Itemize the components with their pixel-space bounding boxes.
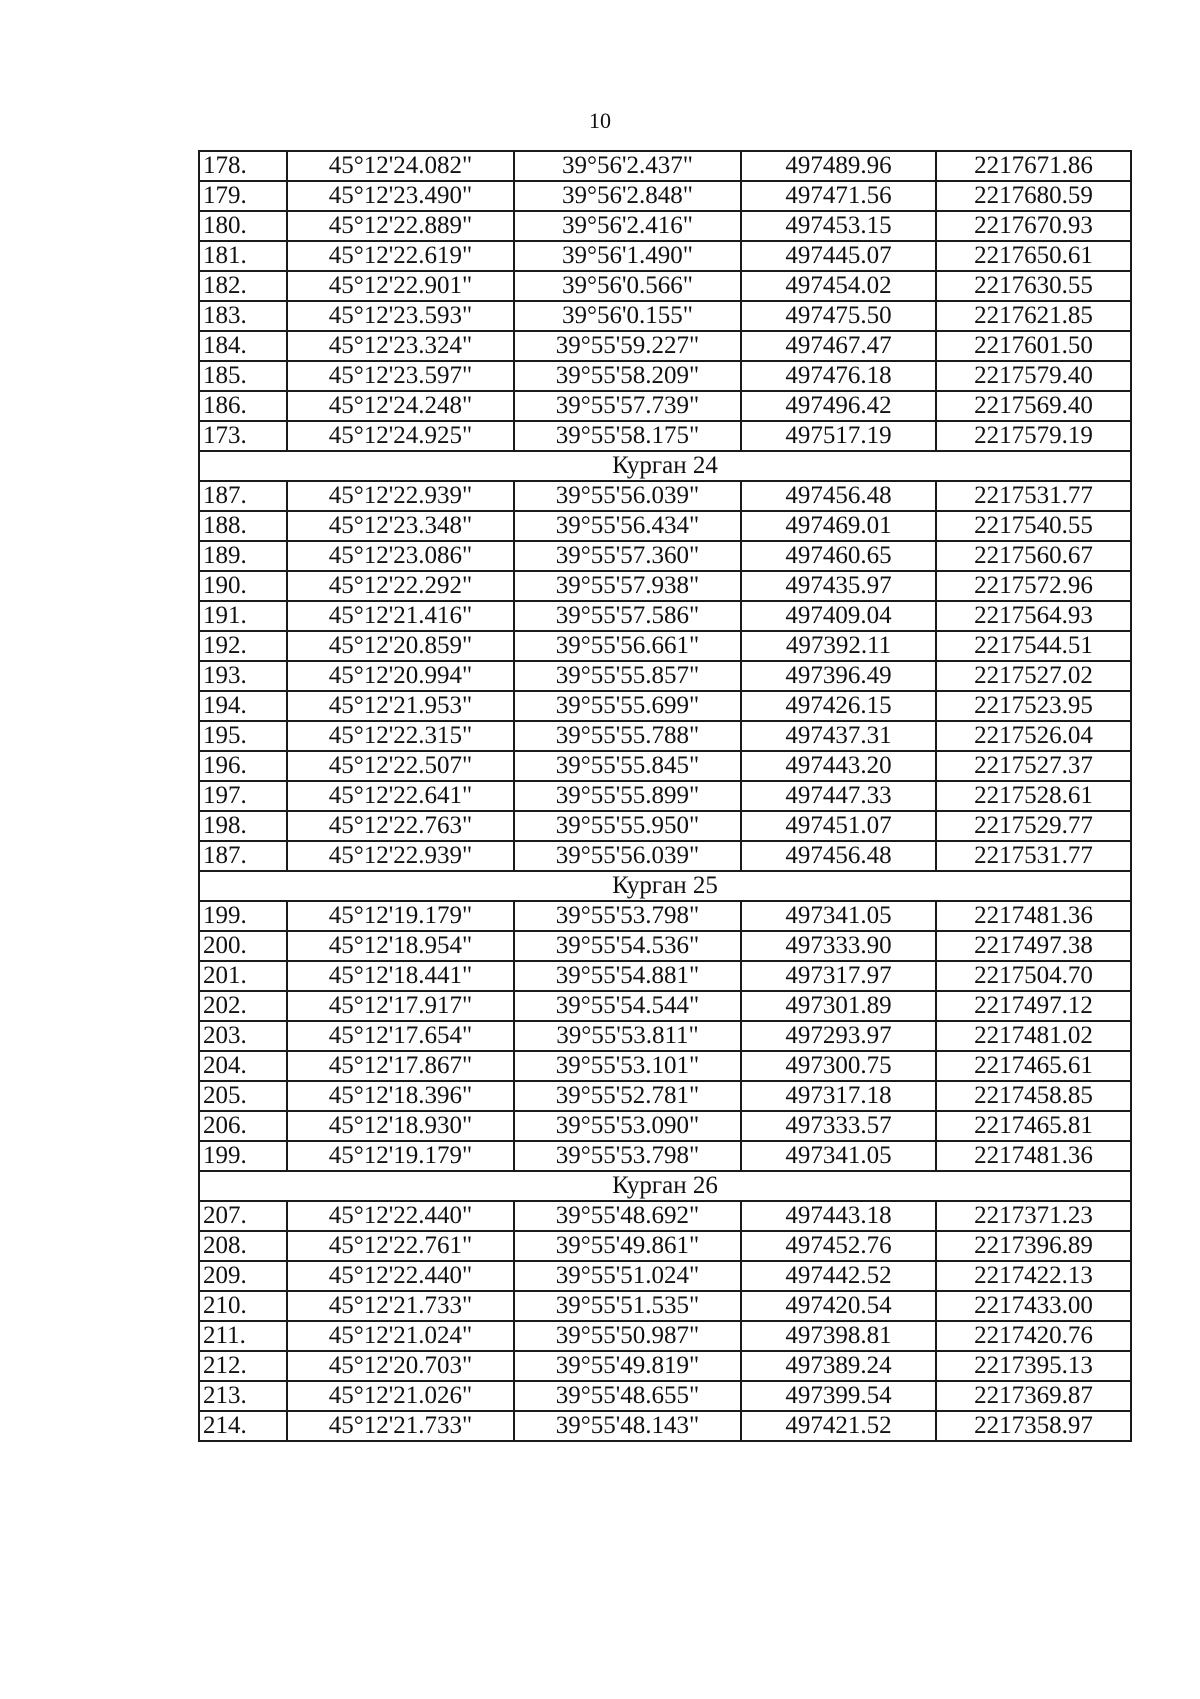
table-row <box>199 391 1131 421</box>
point-number-cell: 210. <box>199 1291 287 1321</box>
x-coordinate-cell: 497442.52 <box>741 1261 936 1291</box>
table-row <box>199 331 1131 361</box>
table-row <box>199 961 1131 991</box>
table-row <box>199 1021 1131 1051</box>
x-coordinate-cell: 497437.31 <box>741 721 936 751</box>
point-number-cell: 206. <box>199 1111 287 1141</box>
x-coordinate-cell: 497435.97 <box>741 571 936 601</box>
latitude-cell: 45°12'23.324" <box>287 331 514 361</box>
latitude-cell: 45°12'22.641" <box>287 781 514 811</box>
point-number-cell: 187. <box>199 841 287 871</box>
point-number-cell: 187. <box>199 481 287 511</box>
x-coordinate-cell: 497389.24 <box>741 1351 936 1381</box>
table-row <box>199 631 1131 661</box>
longitude-cell: 39°55'53.101" <box>514 1051 741 1081</box>
x-coordinate-cell: 497476.18 <box>741 361 936 391</box>
y-coordinate-cell: 2217569.40 <box>936 391 1131 421</box>
table-row <box>199 1411 1131 1441</box>
y-coordinate-cell: 2217680.59 <box>936 181 1131 211</box>
y-coordinate-cell: 2217630.55 <box>936 271 1131 301</box>
y-coordinate-cell: 2217369.87 <box>936 1381 1131 1411</box>
longitude-cell: 39°55'55.899" <box>514 781 741 811</box>
y-coordinate-cell: 2217358.97 <box>936 1411 1131 1441</box>
latitude-cell: 45°12'22.939" <box>287 481 514 511</box>
longitude-cell: 39°56'0.155" <box>514 301 741 331</box>
y-coordinate-cell: 2217529.77 <box>936 811 1131 841</box>
table-row <box>199 481 1131 511</box>
latitude-cell: 45°12'21.953" <box>287 691 514 721</box>
latitude-cell: 45°12'23.086" <box>287 541 514 571</box>
table-row <box>199 1231 1131 1261</box>
x-coordinate-cell: 497489.96 <box>741 151 936 181</box>
table-row <box>199 841 1131 871</box>
table-row <box>199 721 1131 751</box>
table-row <box>199 571 1131 601</box>
table-row <box>199 691 1131 721</box>
longitude-cell: 39°55'48.143" <box>514 1411 741 1441</box>
x-coordinate-cell: 497467.47 <box>741 331 936 361</box>
x-coordinate-cell: 497300.75 <box>741 1051 936 1081</box>
table-row <box>199 511 1131 541</box>
x-coordinate-cell: 497471.56 <box>741 181 936 211</box>
point-number-cell: 207. <box>199 1201 287 1231</box>
x-coordinate-cell: 497396.49 <box>741 661 936 691</box>
longitude-cell: 39°55'53.798" <box>514 901 741 931</box>
longitude-cell: 39°55'51.535" <box>514 1291 741 1321</box>
x-coordinate-cell: 497426.15 <box>741 691 936 721</box>
table-row <box>199 601 1131 631</box>
point-number-cell: 208. <box>199 1231 287 1261</box>
latitude-cell: 45°12'21.024" <box>287 1321 514 1351</box>
y-coordinate-cell: 2217560.67 <box>936 541 1131 571</box>
latitude-cell: 45°12'24.082" <box>287 151 514 181</box>
y-coordinate-cell: 2217371.23 <box>936 1201 1131 1231</box>
longitude-cell: 39°55'55.857" <box>514 661 741 691</box>
y-coordinate-cell: 2217621.85 <box>936 301 1131 331</box>
y-coordinate-cell: 2217395.13 <box>936 1351 1131 1381</box>
y-coordinate-cell: 2217650.61 <box>936 241 1131 271</box>
section-header-row <box>199 871 1131 901</box>
x-coordinate-cell: 497420.54 <box>741 1291 936 1321</box>
table-row <box>199 811 1131 841</box>
latitude-cell: 45°12'17.654" <box>287 1021 514 1051</box>
table-row <box>199 1081 1131 1111</box>
point-number-cell: 173. <box>199 421 287 451</box>
point-number-cell: 204. <box>199 1051 287 1081</box>
latitude-cell: 45°12'22.315" <box>287 721 514 751</box>
x-coordinate-cell: 497293.97 <box>741 1021 936 1051</box>
point-number-cell: 198. <box>199 811 287 841</box>
longitude-cell: 39°55'49.861" <box>514 1231 741 1261</box>
latitude-cell: 45°12'22.763" <box>287 811 514 841</box>
coordinates-table-body <box>199 151 1131 1441</box>
x-coordinate-cell: 497443.18 <box>741 1201 936 1231</box>
point-number-cell: 185. <box>199 361 287 391</box>
point-number-cell: 178. <box>199 151 287 181</box>
longitude-cell: 39°55'56.661" <box>514 631 741 661</box>
x-coordinate-cell: 497317.18 <box>741 1081 936 1111</box>
x-coordinate-cell: 497399.54 <box>741 1381 936 1411</box>
latitude-cell: 45°12'23.348" <box>287 511 514 541</box>
latitude-cell: 45°12'17.867" <box>287 1051 514 1081</box>
x-coordinate-cell: 497456.48 <box>741 841 936 871</box>
longitude-cell: 39°55'54.881" <box>514 961 741 991</box>
y-coordinate-cell: 2217497.12 <box>936 991 1131 1021</box>
y-coordinate-cell: 2217527.02 <box>936 661 1131 691</box>
x-coordinate-cell: 497469.01 <box>741 511 936 541</box>
y-coordinate-cell: 2217601.50 <box>936 331 1131 361</box>
table-row <box>199 211 1131 241</box>
table-row <box>199 301 1131 331</box>
y-coordinate-cell: 2217579.19 <box>936 421 1131 451</box>
longitude-cell: 39°55'55.845" <box>514 751 741 781</box>
y-coordinate-cell: 2217481.36 <box>936 901 1131 931</box>
y-coordinate-cell: 2217481.36 <box>936 1141 1131 1171</box>
longitude-cell: 39°55'56.039" <box>514 841 741 871</box>
longitude-cell: 39°55'56.039" <box>514 481 741 511</box>
point-number-cell: 180. <box>199 211 287 241</box>
page-number: 10 <box>589 108 611 133</box>
point-number-cell: 203. <box>199 1021 287 1051</box>
y-coordinate-cell: 2217504.70 <box>936 961 1131 991</box>
table-row <box>199 1051 1131 1081</box>
table-row <box>199 901 1131 931</box>
table-row <box>199 1351 1131 1381</box>
table-row <box>199 1141 1131 1171</box>
point-number-cell: 184. <box>199 331 287 361</box>
y-coordinate-cell: 2217572.96 <box>936 571 1131 601</box>
y-coordinate-cell: 2217540.55 <box>936 511 1131 541</box>
x-coordinate-cell: 497517.19 <box>741 421 936 451</box>
section-header-row <box>199 1171 1131 1201</box>
x-coordinate-cell: 497421.52 <box>741 1411 936 1441</box>
x-coordinate-cell: 497453.15 <box>741 211 936 241</box>
table-row <box>199 241 1131 271</box>
y-coordinate-cell: 2217523.95 <box>936 691 1131 721</box>
longitude-cell: 39°55'57.739" <box>514 391 741 421</box>
latitude-cell: 45°12'20.994" <box>287 661 514 691</box>
table-row <box>199 1321 1131 1351</box>
longitude-cell: 39°55'54.536" <box>514 931 741 961</box>
x-coordinate-cell: 497333.57 <box>741 1111 936 1141</box>
coordinates-table <box>198 150 1132 1442</box>
point-number-cell: 183. <box>199 301 287 331</box>
table-row <box>199 181 1131 211</box>
y-coordinate-cell: 2217531.77 <box>936 841 1131 871</box>
latitude-cell: 45°12'22.939" <box>287 841 514 871</box>
longitude-cell: 39°56'0.566" <box>514 271 741 301</box>
longitude-cell: 39°55'53.798" <box>514 1141 741 1171</box>
point-number-cell: 193. <box>199 661 287 691</box>
x-coordinate-cell: 497392.11 <box>741 631 936 661</box>
latitude-cell: 45°12'21.026" <box>287 1381 514 1411</box>
y-coordinate-cell: 2217526.04 <box>936 721 1131 751</box>
longitude-cell: 39°55'57.586" <box>514 601 741 631</box>
x-coordinate-cell: 497443.20 <box>741 751 936 781</box>
latitude-cell: 45°12'18.396" <box>287 1081 514 1111</box>
point-number-cell: 209. <box>199 1261 287 1291</box>
x-coordinate-cell: 497409.04 <box>741 601 936 631</box>
point-number-cell: 191. <box>199 601 287 631</box>
table-row <box>199 421 1131 451</box>
x-coordinate-cell: 497447.33 <box>741 781 936 811</box>
x-coordinate-cell: 497333.90 <box>741 931 936 961</box>
table-row <box>199 931 1131 961</box>
latitude-cell: 45°12'17.917" <box>287 991 514 1021</box>
latitude-cell: 45°12'19.179" <box>287 901 514 931</box>
y-coordinate-cell: 2217531.77 <box>936 481 1131 511</box>
longitude-cell: 39°55'48.655" <box>514 1381 741 1411</box>
point-number-cell: 205. <box>199 1081 287 1111</box>
point-number-cell: 195. <box>199 721 287 751</box>
longitude-cell: 39°55'57.360" <box>514 541 741 571</box>
y-coordinate-cell: 2217497.38 <box>936 931 1131 961</box>
table-row <box>199 151 1131 181</box>
latitude-cell: 45°12'22.507" <box>287 751 514 781</box>
table-row <box>199 661 1131 691</box>
latitude-cell: 45°12'21.416" <box>287 601 514 631</box>
y-coordinate-cell: 2217433.00 <box>936 1291 1131 1321</box>
y-coordinate-cell: 2217458.85 <box>936 1081 1131 1111</box>
x-coordinate-cell: 497452.76 <box>741 1231 936 1261</box>
longitude-cell: 39°55'59.227" <box>514 331 741 361</box>
table-row <box>199 991 1131 1021</box>
latitude-cell: 45°12'22.440" <box>287 1201 514 1231</box>
x-coordinate-cell: 497460.65 <box>741 541 936 571</box>
table-row <box>199 361 1131 391</box>
longitude-cell: 39°55'54.544" <box>514 991 741 1021</box>
longitude-cell: 39°55'55.950" <box>514 811 741 841</box>
x-coordinate-cell: 497475.50 <box>741 301 936 331</box>
latitude-cell: 45°12'23.597" <box>287 361 514 391</box>
y-coordinate-cell: 2217528.61 <box>936 781 1131 811</box>
latitude-cell: 45°12'20.703" <box>287 1351 514 1381</box>
latitude-cell: 45°12'18.930" <box>287 1111 514 1141</box>
table-row <box>199 1201 1131 1231</box>
y-coordinate-cell: 2217564.93 <box>936 601 1131 631</box>
point-number-cell: 188. <box>199 511 287 541</box>
x-coordinate-cell: 497456.48 <box>741 481 936 511</box>
latitude-cell: 45°12'20.859" <box>287 631 514 661</box>
x-coordinate-cell: 497301.89 <box>741 991 936 1021</box>
point-number-cell: 182. <box>199 271 287 301</box>
latitude-cell: 45°12'22.619" <box>287 241 514 271</box>
longitude-cell: 39°55'51.024" <box>514 1261 741 1291</box>
section-title: Курган 26 <box>199 1171 1131 1201</box>
y-coordinate-cell: 2217422.13 <box>936 1261 1131 1291</box>
table-row <box>199 751 1131 781</box>
table-row <box>199 541 1131 571</box>
x-coordinate-cell: 497341.05 <box>741 1141 936 1171</box>
latitude-cell: 45°12'22.761" <box>287 1231 514 1261</box>
point-number-cell: 192. <box>199 631 287 661</box>
point-number-cell: 201. <box>199 961 287 991</box>
y-coordinate-cell: 2217579.40 <box>936 361 1131 391</box>
point-number-cell: 213. <box>199 1381 287 1411</box>
longitude-cell: 39°56'2.437" <box>514 151 741 181</box>
latitude-cell: 45°12'19.179" <box>287 1141 514 1171</box>
point-number-cell: 214. <box>199 1411 287 1441</box>
x-coordinate-cell: 497496.42 <box>741 391 936 421</box>
x-coordinate-cell: 497317.97 <box>741 961 936 991</box>
y-coordinate-cell: 2217671.86 <box>936 151 1131 181</box>
latitude-cell: 45°12'24.925" <box>287 421 514 451</box>
latitude-cell: 45°12'22.292" <box>287 571 514 601</box>
table-row <box>199 1381 1131 1411</box>
point-number-cell: 199. <box>199 1141 287 1171</box>
y-coordinate-cell: 2217544.51 <box>936 631 1131 661</box>
x-coordinate-cell: 497454.02 <box>741 271 936 301</box>
point-number-cell: 196. <box>199 751 287 781</box>
longitude-cell: 39°55'50.987" <box>514 1321 741 1351</box>
latitude-cell: 45°12'22.889" <box>287 211 514 241</box>
x-coordinate-cell: 497341.05 <box>741 901 936 931</box>
table-row <box>199 1291 1131 1321</box>
longitude-cell: 39°56'2.848" <box>514 181 741 211</box>
y-coordinate-cell: 2217465.61 <box>936 1051 1131 1081</box>
point-number-cell: 197. <box>199 781 287 811</box>
latitude-cell: 45°12'23.593" <box>287 301 514 331</box>
longitude-cell: 39°55'48.692" <box>514 1201 741 1231</box>
point-number-cell: 212. <box>199 1351 287 1381</box>
point-number-cell: 189. <box>199 541 287 571</box>
point-number-cell: 190. <box>199 571 287 601</box>
latitude-cell: 45°12'21.733" <box>287 1411 514 1441</box>
y-coordinate-cell: 2217420.76 <box>936 1321 1131 1351</box>
point-number-cell: 194. <box>199 691 287 721</box>
longitude-cell: 39°55'57.938" <box>514 571 741 601</box>
latitude-cell: 45°12'23.490" <box>287 181 514 211</box>
longitude-cell: 39°56'1.490" <box>514 241 741 271</box>
longitude-cell: 39°55'55.699" <box>514 691 741 721</box>
longitude-cell: 39°55'58.209" <box>514 361 741 391</box>
latitude-cell: 45°12'24.248" <box>287 391 514 421</box>
longitude-cell: 39°55'52.781" <box>514 1081 741 1111</box>
point-number-cell: 211. <box>199 1321 287 1351</box>
y-coordinate-cell: 2217481.02 <box>936 1021 1131 1051</box>
y-coordinate-cell: 2217396.89 <box>936 1231 1131 1261</box>
table-row <box>199 271 1131 301</box>
point-number-cell: 200. <box>199 931 287 961</box>
longitude-cell: 39°55'53.090" <box>514 1111 741 1141</box>
point-number-cell: 202. <box>199 991 287 1021</box>
longitude-cell: 39°55'49.819" <box>514 1351 741 1381</box>
longitude-cell: 39°55'58.175" <box>514 421 741 451</box>
section-header-row <box>199 451 1131 481</box>
latitude-cell: 45°12'18.954" <box>287 931 514 961</box>
y-coordinate-cell: 2217527.37 <box>936 751 1131 781</box>
y-coordinate-cell: 2217465.81 <box>936 1111 1131 1141</box>
longitude-cell: 39°55'55.788" <box>514 721 741 751</box>
latitude-cell: 45°12'22.901" <box>287 271 514 301</box>
latitude-cell: 45°12'18.441" <box>287 961 514 991</box>
table-row <box>199 1261 1131 1291</box>
latitude-cell: 45°12'22.440" <box>287 1261 514 1291</box>
y-coordinate-cell: 2217670.93 <box>936 211 1131 241</box>
longitude-cell: 39°55'56.434" <box>514 511 741 541</box>
longitude-cell: 39°56'2.416" <box>514 211 741 241</box>
section-title: Курган 25 <box>199 871 1131 901</box>
longitude-cell: 39°55'53.811" <box>514 1021 741 1051</box>
point-number-cell: 181. <box>199 241 287 271</box>
point-number-cell: 179. <box>199 181 287 211</box>
point-number-cell: 186. <box>199 391 287 421</box>
x-coordinate-cell: 497445.07 <box>741 241 936 271</box>
point-number-cell: 199. <box>199 901 287 931</box>
latitude-cell: 45°12'21.733" <box>287 1291 514 1321</box>
section-title: Курган 24 <box>199 451 1131 481</box>
x-coordinate-cell: 497451.07 <box>741 811 936 841</box>
table-row <box>199 1111 1131 1141</box>
x-coordinate-cell: 497398.81 <box>741 1321 936 1351</box>
table-row <box>199 781 1131 811</box>
